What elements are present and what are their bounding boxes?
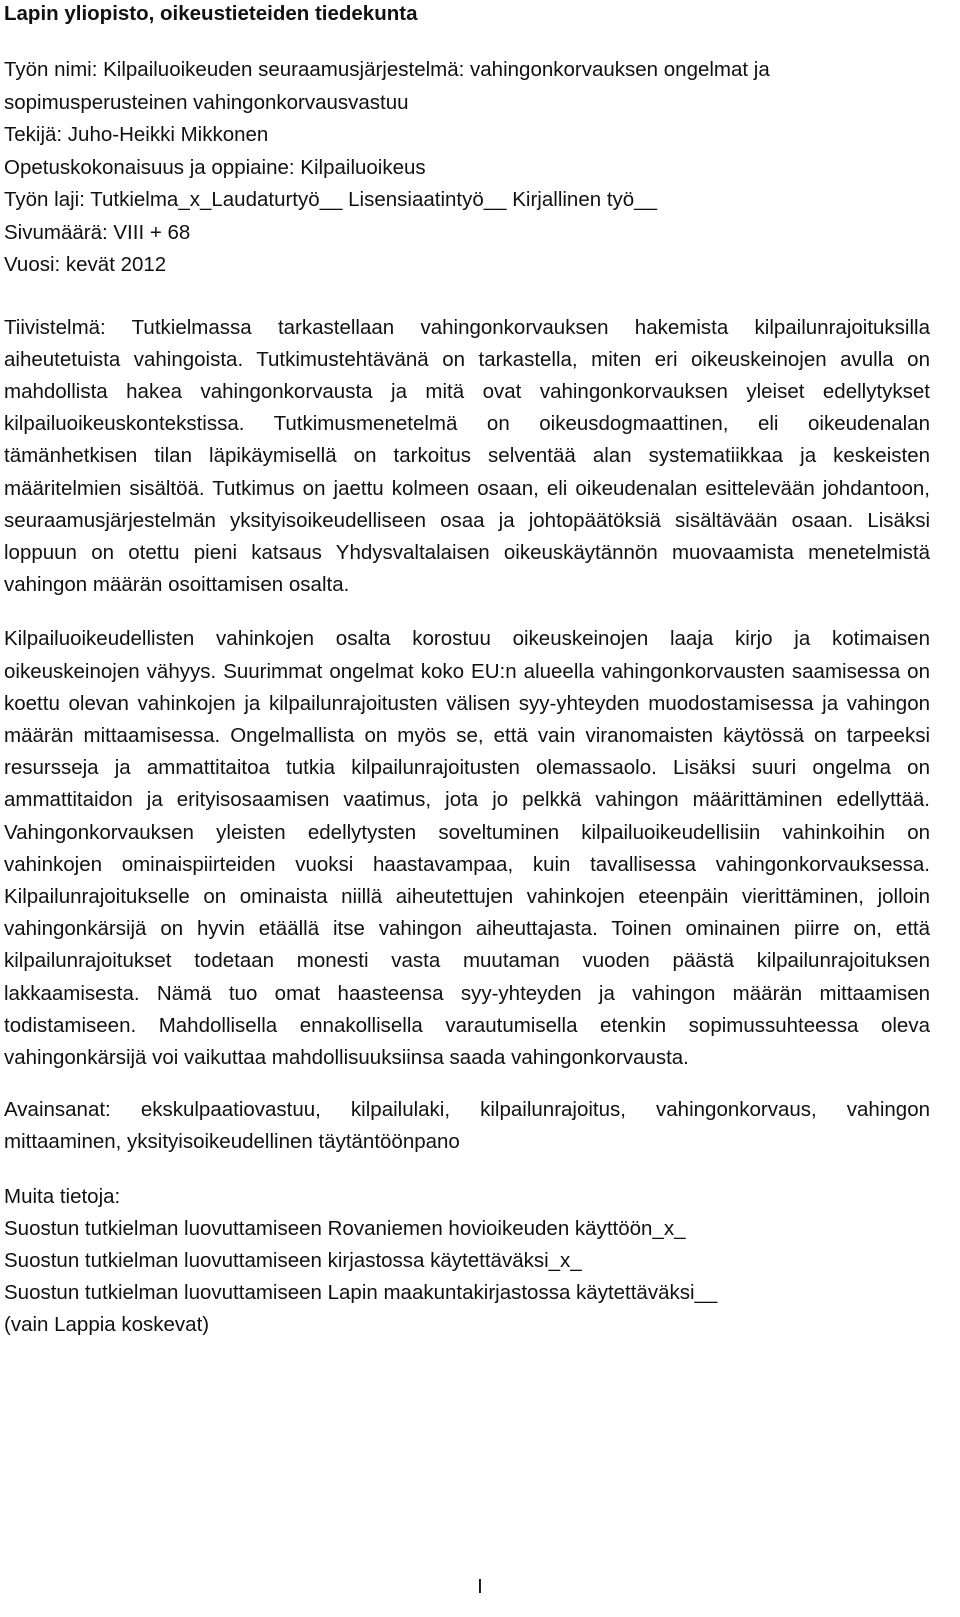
institution-heading: Lapin yliopisto, oikeustieteiden tiedekunta xyxy=(4,2,418,25)
consent-regional-library-line: Suostun tutkielman luovuttamiseen Lapin maakuntakirjastossa käytettäväksi__ xyxy=(4,1281,718,1305)
abstract-paragraph-2: Kilpailuoikeudellisten vahinkojen osalta korostuu oikeuskeinojen laaja kirjo ja kotimaisen oikeuskeinojen vähyys. Suurimmat ongelmat koko EU:n alueella vahingonkorvausten saamisessa on koettu olevan vahinkojen ja kilpailunrajoitusten välisen syy-yhteyden muodostamisessa ja vahingon määrän mittaamisessa. Ongelmallista on myös se, että vain viranomaisten käytössä on tarpeeksi resursseja ja ammattitaitoa tutkia kilpailunrajoitusten olemassaolo. Lisäksi suuri ongelma on ammattitaidon ja erityisosaamisen vaatimus, jota jo pelkkä vahingon määrittäminen edellyttää. Vahingonkorvauksen yleisten edellytysten soveltuminen kilpailuoikeudellisiin vahinkoihin on vahinkojen ominaispiirteiden vuoksi haastavampaa, kuin tavallisessa vahingonkorvauksessa. Kilpailunrajoitukselle on ominaista niillä aiheutettujen vahinkojen eteenpäin vierittäminen, jolloin vahingonkärsijä on hyvin etäällä itse vahingon aiheuttajasta. Toinen ominainen piirre on, että kilpailunrajoitukset todetaan monesti vasta muutaman vuoden päästä kilpailunrajoituksen lakkaamisesta. Nämä tuo omat haasteensa syy-yhteyden ja vahingon määrän mittaamisen todistamiseen. Mahdollisella ennakollisella varautumisella etenkin sopimussuhteessa oleva vahingonkärsijä voi vaikuttaa mahdollisuuksiinsa saada vahingonkorvausta. xyxy=(4,627,930,1069)
keywords: Avainsanat: ekskulpaatiovastuu, kilpailulaki, kilpailunrajoitus, vahingonkorvaus, vahingon mittaaminen, yksityisoikeudellinen täytäntöönpano xyxy=(4,1098,930,1154)
thesis-metadata xyxy=(4,54,930,282)
consent-library-line: Suostun tutkielman luovuttamiseen kirjastossa käytettäväksi_x_ xyxy=(4,1248,582,1272)
thesis-subject: Opetuskokonaisuus ja oppiaine: Kilpailuoikeus xyxy=(4,155,426,179)
page-number: I xyxy=(477,1575,483,1598)
thesis-title-line-1: Työn nimi: Kilpailuoikeuden seuraamusjärjestelmä: vahingonkorvauksen ongelmat ja xyxy=(4,58,770,81)
thesis-title-line-2: sopimusperusteinen vahingonkorvausvastuu xyxy=(4,90,409,114)
other-info-section xyxy=(4,1181,930,1342)
thesis-year: Vuosi: kevät 2012 xyxy=(4,253,167,276)
thesis-work-type: Työn laji: Tutkielma_x_Laudaturtyö__ Lisensiaatintyö__ Kirjallinen työ__ xyxy=(4,188,657,211)
consent-court-line: Suostun tutkielman luovuttamiseen Rovaniemen hovioikeuden käyttöön_x_ xyxy=(4,1216,686,1240)
consent-note: (vain Lappia koskevat) xyxy=(4,1313,210,1337)
abstract-paragraph-1: Tiivistelmä: Tutkielmassa tarkastellaan vahingonkorvauksen hakemista kilpailunrajoituksilla aiheutetuista vahingoista. Tutkimustehtävänä on tarkastella, miten eri oikeuskeinojen avulla on mahdollista hakea vahingonkorvausta ja mitä ovat vahingonkorvauksen yleiset edellytykset kilpailuoikeuskontekstissa. Tutkimusmenetelmä on oikeusdogmaattinen, eli oikeudenalan tämänhetkisen tilan läpikäymisellä on tarkoitus selventää alan systematiikkaa ja keskeisten määritelmien sisältöä. Tutkimus on jaettu kolmeen osaan, eli oikeudenalan esittelevään johdantoon, seuraamusjärjestelmän yksityisoikeudelliseen osaa ja johtopäätöksiä sisältävään osaan. Lisäksi loppuun on otettu pieni katsaus Yhdysvaltalaisen oikeuskäytännön muovaamista menetelmistä vahingon määrän osoittamisen osalta. xyxy=(4,315,930,597)
other-info-label: Muita tietoja: xyxy=(4,1184,121,1208)
document-page xyxy=(4,0,930,1342)
thesis-page-count: Sivumäärä: VIII + 68 xyxy=(4,220,191,244)
thesis-author: Tekijä: Juho-Heikki Mikkonen xyxy=(4,123,269,146)
